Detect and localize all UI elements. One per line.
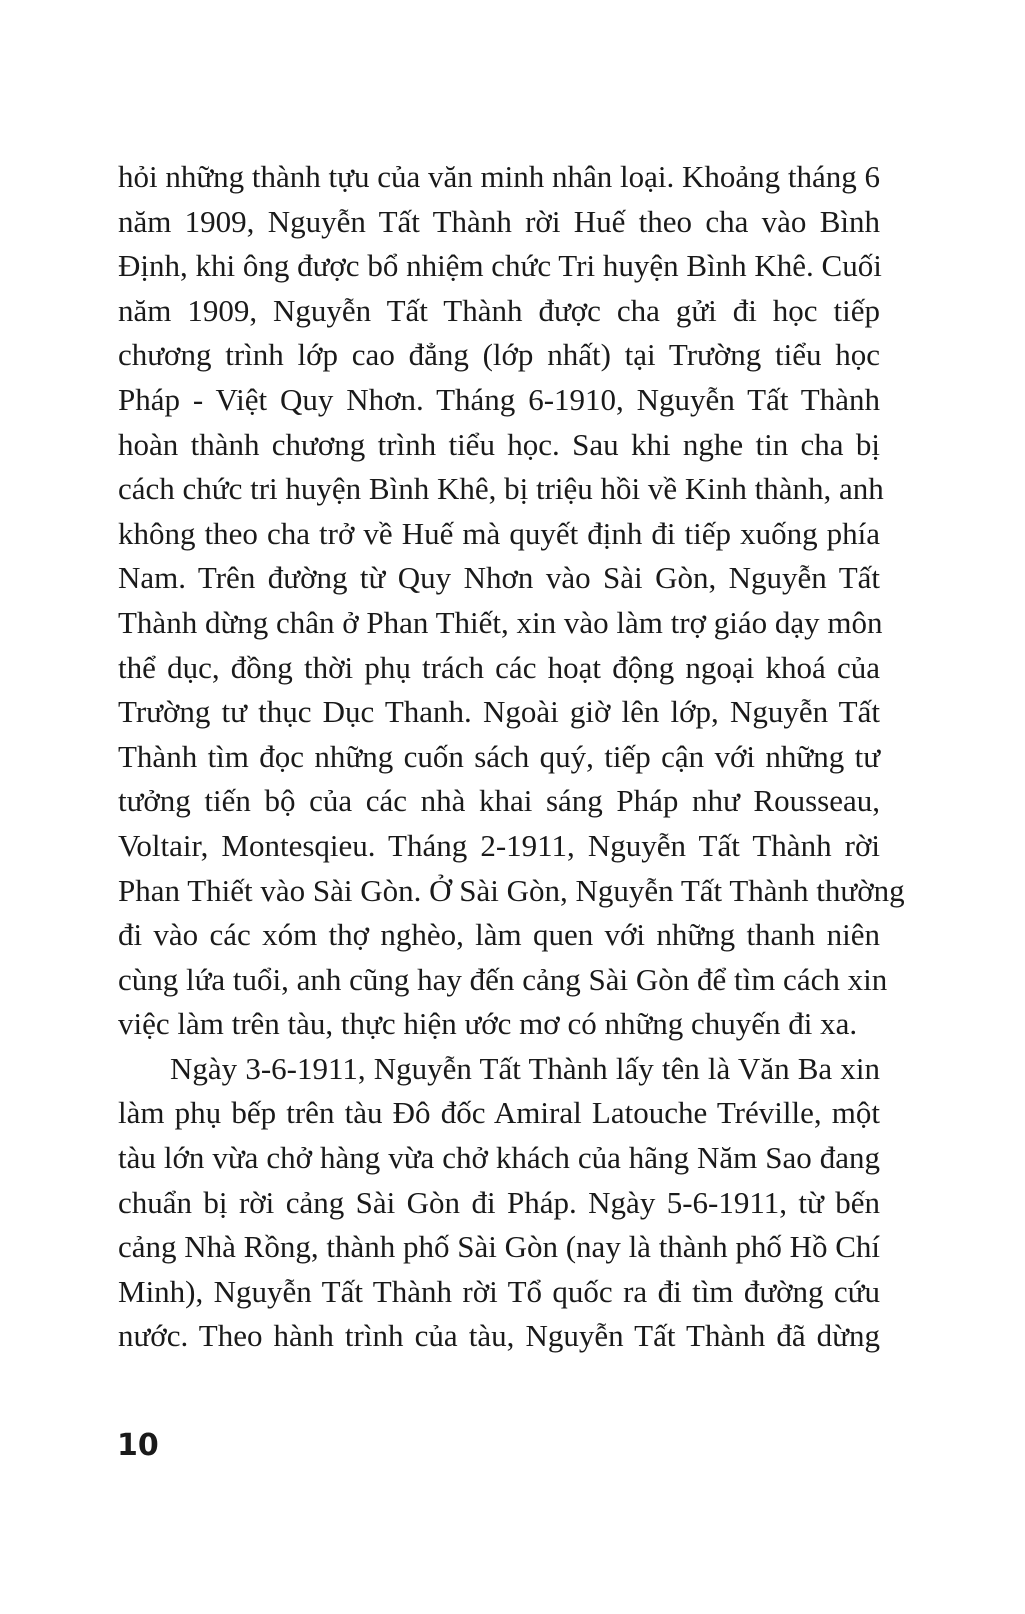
paragraph-1 [118,155,905,1047]
paragraph-2 [118,1047,880,1359]
text-line: chương trình lớp cao đẳng (lớp nhất) tại Trường tiểu học [118,337,880,373]
text-line: làm phụ bếp trên tàu Đô đốc Amiral Latouche Tréville, một [118,1095,880,1131]
text-line: tưởng tiến bộ của các nhà khai sáng Pháp như Rousseau, [118,783,880,819]
text-line: Voltair, Montesqieu. Tháng 2-1911, Nguyễn Tất Thành rời [118,827,880,863]
text-line: không theo cha trở về Huế mà quyết định đi tiếp xuống phía [118,515,880,551]
text-line: Ngày 3-6-1911, Nguyễn Tất Thành lấy tên là Văn Ba xin [170,1050,880,1086]
text-line: cùng lứa tuổi, anh cũng hay đến cảng Sài Gòn để tìm cách xin [118,961,888,997]
text-line: Pháp - Việt Quy Nhơn. Tháng 6-1910, Nguyễn Tất Thành [118,381,880,417]
text-line: Phan Thiết vào Sài Gòn. Ở Sài Gòn, Nguyễn Tất Thành thường [118,872,905,908]
text-line: cách chức tri huyện Bình Khê, bị triệu hồi về Kinh thành, anh [118,471,884,507]
text-line: năm 1909, Nguyễn Tất Thành được cha gửi đi học tiếp [118,292,880,328]
text-line: Nam. Trên đường từ Quy Nhơn vào Sài Gòn, Nguyễn Tất [118,560,880,596]
text-line: tàu lớn vừa chở hàng vừa chở khách của hãng Năm Sao đang [118,1140,880,1176]
text-line: Minh), Nguyễn Tất Thành rời Tổ quốc ra đi tìm đường cứu [118,1273,880,1309]
page-number: 10 [117,1428,159,1463]
text-line: thể dục, đồng thời phụ trách các hoạt động ngoại khoá của [118,649,880,685]
text-line: đi vào các xóm thợ nghèo, làm quen với những thanh niên [118,917,880,953]
text-line: việc làm trên tàu, thực hiện ước mơ có những chuyến đi xa. [118,1006,858,1042]
text-line: Trường tư thục Dục Thanh. Ngoài giờ lên lớp, Nguyễn Tất [118,694,880,730]
text-line: Thành tìm đọc những cuốn sách quý, tiếp cận với những tư [118,738,880,774]
text-line: hỏi những thành tựu của văn minh nhân loại. Khoảng tháng 6 [118,159,880,194]
body-text [118,155,905,1359]
text-line: Định, khi ông được bổ nhiệm chức Tri huyện Bình Khê. Cuối [118,248,882,284]
text-line: chuẩn bị rời cảng Sài Gòn đi Pháp. Ngày 5-6-1911, từ bến [118,1184,880,1220]
text-line: năm 1909, Nguyễn Tất Thành rời Huế theo cha vào Bình [118,203,880,239]
text-line: nước. Theo hành trình của tàu, Nguyễn Tất Thành đã dừng [118,1318,880,1354]
text-line: hoàn thành chương trình tiểu học. Sau khi nghe tin cha bị [118,426,880,462]
text-line: Thành dừng chân ở Phan Thiết, xin vào làm trợ giáo dạy môn [118,604,883,640]
text-line: cảng Nhà Rồng, thành phố Sài Gòn (nay là thành phố Hồ Chí [118,1229,880,1265]
